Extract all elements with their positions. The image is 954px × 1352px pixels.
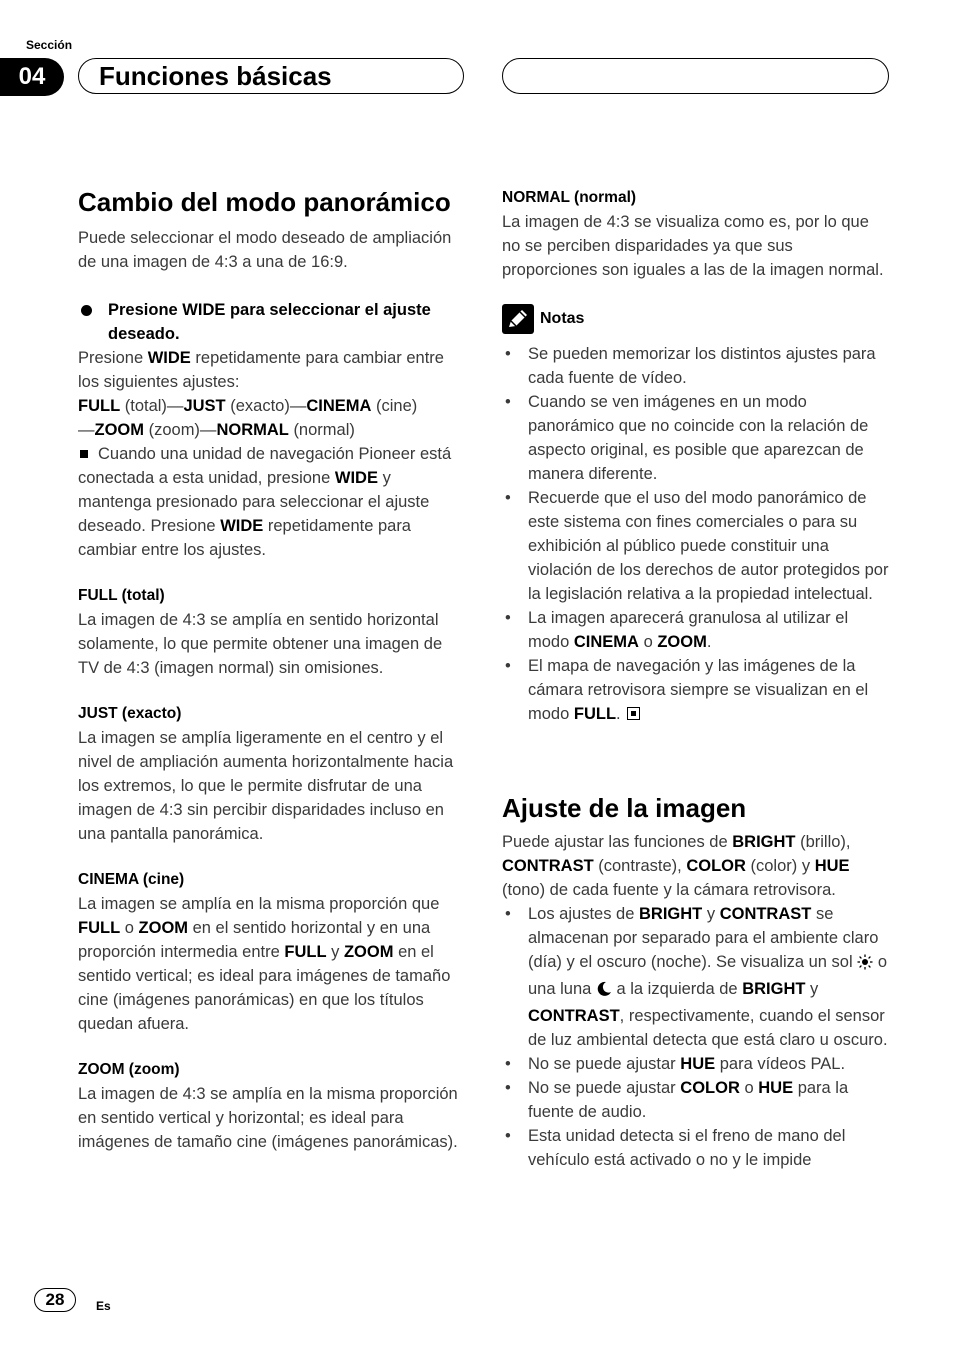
word-y: y bbox=[810, 980, 819, 998]
zoom-heading: ZOOM (zoom) bbox=[78, 1061, 180, 1078]
note-text-2: y mantenga presionado para seleccionar el ajuste deseado. Presione bbox=[78, 469, 430, 535]
mode-zoom: ZOOM bbox=[94, 421, 144, 439]
mode-sequence bbox=[78, 394, 465, 442]
b1-text-a: Los ajustes de bbox=[528, 905, 635, 923]
word-o: o bbox=[643, 633, 653, 651]
cinema-text-3: en el sentido vertical; es ideal para imágenes de tamaño cine (imágenes panorámicas) en que los títulos quedan afuera. bbox=[78, 943, 451, 1033]
step-title: Presione WIDE para seleccionar el ajuste deseado. bbox=[108, 301, 431, 343]
b3-text-b: para la fuente de audio. bbox=[528, 1079, 849, 1121]
cinema-text-1: La imagen se amplía en la misma proporción que bbox=[78, 895, 440, 913]
bullet-glyph: • bbox=[505, 489, 511, 507]
section-title-text: Funciones básicas bbox=[99, 60, 332, 91]
b4-text: Esta unidad detecta si el freno de mano del vehículo está activado o no y le impide bbox=[528, 1127, 846, 1169]
mode-zoom: ZOOM bbox=[657, 633, 707, 651]
step-text-2: repetidamente para cambiar entre los siguientes ajustes: bbox=[78, 349, 444, 391]
mode-cinema: CINEMA bbox=[306, 397, 372, 415]
normal-heading: NORMAL (normal) bbox=[502, 189, 637, 206]
intro-paragraph: Puede seleccionar el modo deseado de ampliación de una imagen de 4:3 a una de 16:9. bbox=[78, 229, 452, 271]
square-bullet-icon bbox=[80, 450, 88, 458]
bright-key: BRIGHT bbox=[742, 980, 806, 998]
color-key: COLOR bbox=[686, 857, 746, 875]
section-number-badge: 04 bbox=[0, 58, 64, 96]
bullet-glyph: • bbox=[505, 657, 511, 675]
full-text: La imagen de 4:3 se amplía en sentido horizontal solamente, lo que permite obtener una imagen de TV de 4:3 (imagen normal) sin omisiones. bbox=[78, 611, 443, 677]
img-text-3: (contraste), bbox=[598, 857, 682, 875]
step-instruction bbox=[78, 298, 465, 346]
heading-wide-mode: Cambio del modo panorámico bbox=[78, 187, 451, 217]
pioneer-note bbox=[78, 442, 465, 562]
mode-normal-paren: (normal) bbox=[293, 421, 355, 439]
note-item-text: La imagen aparecerá granulosa al utilizar el modo bbox=[528, 609, 849, 651]
cinema-text-2: en el sentido horizontal y en una proporción intermedia entre bbox=[78, 919, 431, 961]
bullet-glyph: • bbox=[505, 905, 511, 923]
b3-text-a: No se puede ajustar bbox=[528, 1079, 676, 1097]
mode-full: FULL bbox=[573, 705, 617, 723]
section-label: Sección bbox=[26, 38, 73, 52]
img-text-1: Puede ajustar las funciones de bbox=[502, 833, 728, 851]
just-text: La imagen se amplía ligeramente en el centro y el nivel de ampliación aumenta horizontalmente hacia los extremos, lo que le permite disfrutar de una imagen de 4:3 sin percibir disparidades incluso en una pantalla panorámica. bbox=[78, 729, 454, 843]
bullet-glyph: • bbox=[505, 393, 511, 411]
b2-text-b: para vídeos PAL. bbox=[719, 1055, 846, 1073]
full-heading: FULL (total) bbox=[78, 587, 165, 604]
list-item bbox=[502, 654, 889, 726]
mode-zoom-paren: (zoom)— bbox=[148, 421, 217, 439]
list-item bbox=[502, 390, 889, 486]
mode-just-paren: (exacto)— bbox=[230, 397, 307, 415]
contrast-key: CONTRAST bbox=[719, 905, 812, 923]
hue-key: HUE bbox=[680, 1055, 716, 1073]
word-o: o bbox=[744, 1079, 754, 1097]
bullet-glyph: • bbox=[505, 1127, 511, 1145]
word-y: y bbox=[706, 905, 716, 923]
mode-full: FULL bbox=[78, 397, 121, 415]
sun-icon bbox=[857, 953, 873, 977]
word-y: y bbox=[331, 943, 340, 961]
just-heading: JUST (exacto) bbox=[78, 705, 182, 722]
right-column bbox=[502, 186, 889, 1172]
list-item bbox=[502, 486, 889, 606]
mode-cinema: CINEMA bbox=[573, 633, 639, 651]
bright-key: BRIGHT bbox=[732, 833, 796, 851]
period: . bbox=[706, 633, 712, 651]
mode-full: FULL bbox=[78, 919, 121, 937]
bullet-glyph: • bbox=[505, 345, 511, 363]
note-item-text: Se pueden memorizar los distintos ajustes para cada fuente de vídeo. bbox=[528, 345, 876, 387]
b1-text-c: o una luna bbox=[528, 953, 888, 998]
b1-text-e: , respectivamente, cuando el sensor de luz ambiental detecta que está claro u oscuro. bbox=[528, 1007, 888, 1049]
mode-cinema-paren: (cine) bbox=[376, 397, 418, 415]
mode-dash: — bbox=[78, 421, 95, 439]
b2-text-a: No se puede ajustar bbox=[528, 1055, 676, 1073]
bullet-glyph: • bbox=[505, 609, 511, 627]
img-text-2: (brillo), bbox=[800, 833, 851, 851]
contrast-key: CONTRAST bbox=[528, 1007, 620, 1025]
list-item bbox=[502, 1124, 889, 1172]
img-text-4: (color) y bbox=[750, 857, 811, 875]
b1-text-d: a la izquierda de bbox=[616, 980, 738, 998]
pencil-note-icon bbox=[502, 304, 534, 334]
list-item bbox=[502, 1076, 889, 1124]
b1-text-b: se almacenan por separado para el ambiente claro (día) y el oscuro (noche). Se visualiza un sol bbox=[528, 905, 879, 971]
mode-just: JUST bbox=[183, 397, 226, 415]
step-text bbox=[78, 346, 465, 394]
heading-image-adjust: Ajuste de la imagen bbox=[502, 793, 747, 823]
color-key: COLOR bbox=[680, 1079, 740, 1097]
mode-zoom: ZOOM bbox=[138, 919, 189, 937]
period: . bbox=[616, 705, 621, 723]
normal-text: La imagen de 4:3 se visualiza como es, por lo que no se perciben disparidades ya que sus proporciones son iguales a las de la imagen normal. bbox=[502, 213, 884, 279]
wide-key: WIDE bbox=[220, 517, 264, 535]
hue-key: HUE bbox=[814, 857, 850, 875]
note-text-3: repetidamente para cambiar entre los ajustes. bbox=[78, 517, 411, 559]
hue-key: HUE bbox=[758, 1079, 794, 1097]
bullet-dot-icon bbox=[81, 305, 92, 316]
header-empty-pill bbox=[502, 58, 889, 94]
section-title bbox=[78, 58, 464, 94]
wide-key: WIDE bbox=[147, 349, 191, 367]
list-item bbox=[502, 1052, 889, 1076]
list-item bbox=[502, 342, 889, 390]
notes-title: Notas bbox=[540, 310, 585, 327]
image-adjust-intro bbox=[502, 830, 889, 902]
zoom-text: La imagen de 4:3 se amplía en la misma proporción en sentido vertical y horizontal; es ideal para imágenes de tamaño cine (imágenes panorámicas). bbox=[78, 1085, 458, 1151]
word-o: o bbox=[124, 919, 134, 937]
language-code: Es bbox=[96, 1299, 111, 1313]
page-number: 28 bbox=[34, 1288, 76, 1312]
cinema-text bbox=[78, 892, 465, 1036]
mode-full: FULL bbox=[284, 943, 327, 961]
wide-key: WIDE bbox=[334, 469, 378, 487]
moon-icon bbox=[596, 980, 612, 1004]
bullet-glyph: • bbox=[505, 1055, 511, 1073]
img-text-5: (tono) de cada fuente y la cámara retrovisora. bbox=[502, 881, 836, 899]
contrast-key: CONTRAST bbox=[502, 857, 594, 875]
cinema-heading: CINEMA (cine) bbox=[78, 871, 185, 888]
mode-full-paren: (total)— bbox=[124, 397, 184, 415]
step-text-1: Presione bbox=[78, 349, 144, 367]
mode-zoom: ZOOM bbox=[343, 943, 394, 961]
note-item-text: Recuerde que el uso del modo panorámico de este sistema con fines comerciales o para su exhibición al público puede constituir una violación de los derechos de autor protegidos por la legislación relativa a la propiedad intelectual. bbox=[528, 489, 889, 603]
note-item-text: El mapa de navegación y las imágenes de la cámara retrovisora siempre se visualizan en el modo bbox=[528, 657, 869, 723]
image-adjust-list bbox=[502, 902, 889, 1172]
bullet-glyph: • bbox=[505, 1079, 511, 1097]
list-item bbox=[502, 902, 889, 1052]
bright-key: BRIGHT bbox=[639, 905, 703, 923]
end-mark-icon bbox=[627, 707, 640, 720]
list-item bbox=[502, 606, 889, 654]
mode-normal: NORMAL bbox=[216, 421, 289, 439]
notes-header bbox=[502, 304, 889, 334]
note-text-1: Cuando una unidad de navegación Pioneer está conectada a esta unidad, presione bbox=[78, 445, 452, 487]
note-item-text: Cuando se ven imágenes en un modo panorámico que no coincide con la relación de aspecto original, es posible que aparezcan de manera diferente. bbox=[528, 393, 869, 483]
notes-list bbox=[502, 342, 889, 726]
left-column bbox=[78, 186, 465, 1154]
